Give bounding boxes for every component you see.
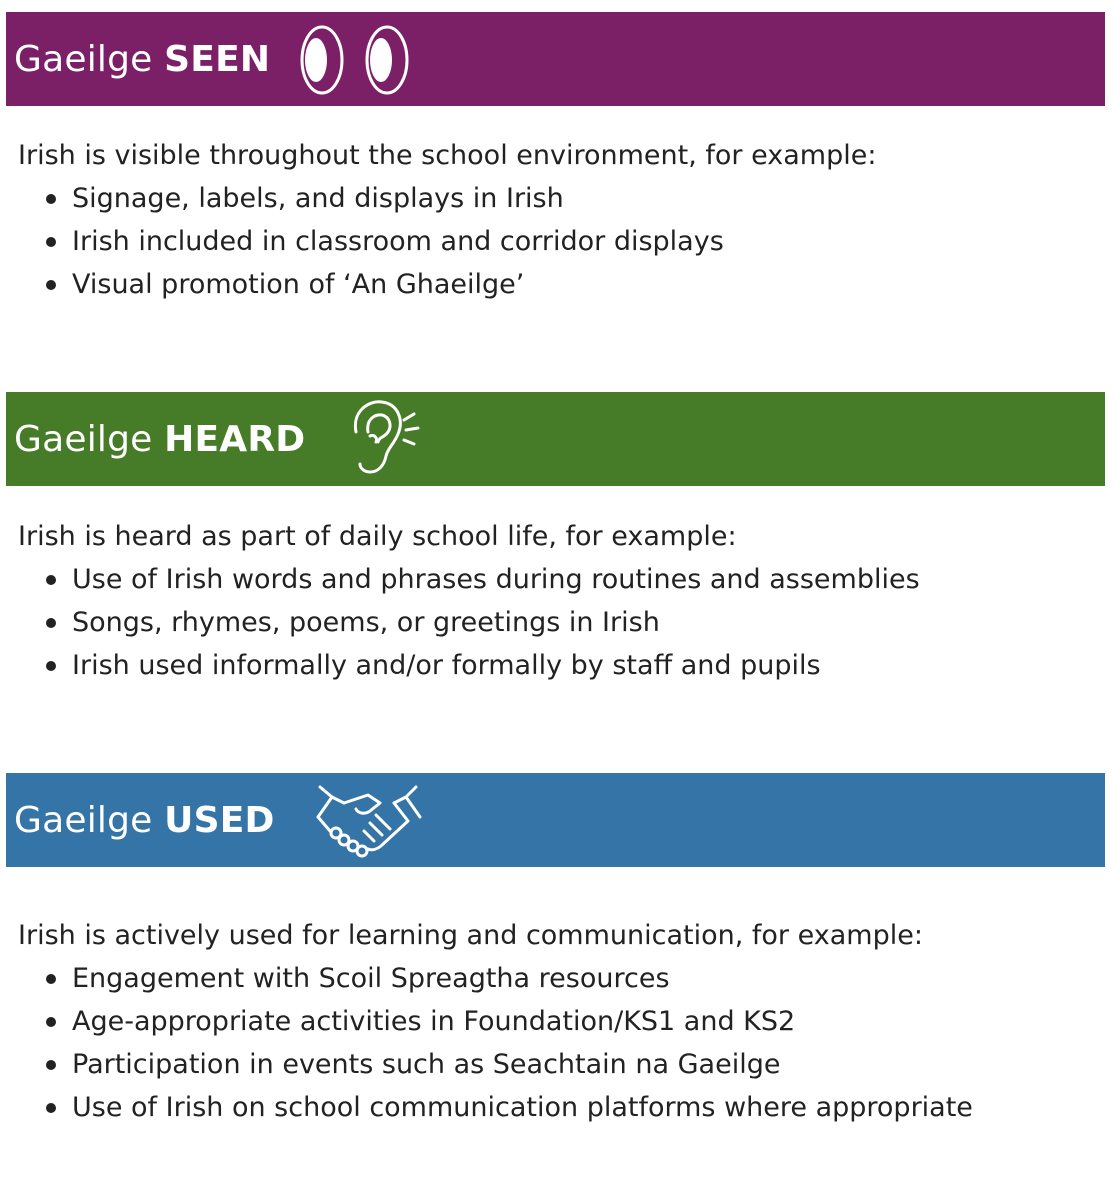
list-item <box>18 601 1098 644</box>
bullet <box>46 1017 56 1027</box>
seen-banner <box>6 12 1105 106</box>
used-section <box>18 914 1098 1129</box>
list-item-text: Use of Irish words and phrases during routines and assemblies <box>72 564 920 595</box>
heard-intro: Irish is heard as part of daily school life, for example: <box>18 521 737 552</box>
list-item <box>18 220 1098 263</box>
list-item <box>18 1043 1098 1086</box>
ear-icon <box>342 392 432 486</box>
bullet <box>46 575 56 585</box>
seen-title-light: Gaeilge <box>14 38 165 80</box>
used-title-bold: USED <box>164 799 275 841</box>
list-item <box>18 558 1098 601</box>
heard-banner <box>6 392 1105 486</box>
list-item <box>18 177 1098 220</box>
bullet <box>46 661 56 671</box>
list-item <box>18 1086 1098 1129</box>
bullet <box>46 280 56 290</box>
heard-title-bold: HEARD <box>164 418 306 460</box>
list-item-text: Irish included in classroom and corridor displays <box>72 226 724 257</box>
list-item-text: Age-appropriate activities in Foundation/KS1 and KS2 <box>72 1006 796 1037</box>
bullet <box>46 237 56 247</box>
used-title <box>14 800 275 841</box>
list-item-text: Participation in events such as Seachtain na Gaeilge <box>72 1049 781 1080</box>
bullet <box>46 194 56 204</box>
seen-list <box>18 177 1098 306</box>
list-item-text: Use of Irish on school communication platforms where appropriate <box>72 1092 973 1123</box>
heard-section <box>18 515 1098 687</box>
eyes-icon <box>294 12 424 106</box>
bullet <box>46 974 56 984</box>
list-item-text: Visual promotion of ‘An Ghaeilge’ <box>72 269 525 300</box>
list-item <box>18 263 1098 306</box>
handshake-icon <box>310 773 428 867</box>
list-item <box>18 957 1098 1000</box>
used-title-light: Gaeilge <box>14 799 165 841</box>
bullet <box>46 1103 56 1113</box>
seen-title-bold: SEEN <box>164 38 271 80</box>
used-banner <box>6 773 1105 867</box>
list-item-text: Songs, rhymes, poems, or greetings in Irish <box>72 607 660 638</box>
heard-list <box>18 558 1098 687</box>
bullet <box>46 618 56 628</box>
list-item-text: Engagement with Scoil Spreagtha resources <box>72 963 670 994</box>
list-item-text: Irish used informally and/or formally by staff and pupils <box>72 650 821 681</box>
seen-title <box>14 39 270 80</box>
list-item <box>18 644 1098 687</box>
used-list <box>18 957 1098 1129</box>
heard-title-light: Gaeilge <box>14 418 165 460</box>
list-item <box>18 1000 1098 1043</box>
list-item-text: Signage, labels, and displays in Irish <box>72 183 564 214</box>
seen-section <box>18 134 1098 306</box>
seen-intro: Irish is visible throughout the school environment, for example: <box>18 140 877 171</box>
heard-title <box>14 419 305 460</box>
bullet <box>46 1060 56 1070</box>
used-intro: Irish is actively used for learning and communication, for example: <box>18 920 923 951</box>
